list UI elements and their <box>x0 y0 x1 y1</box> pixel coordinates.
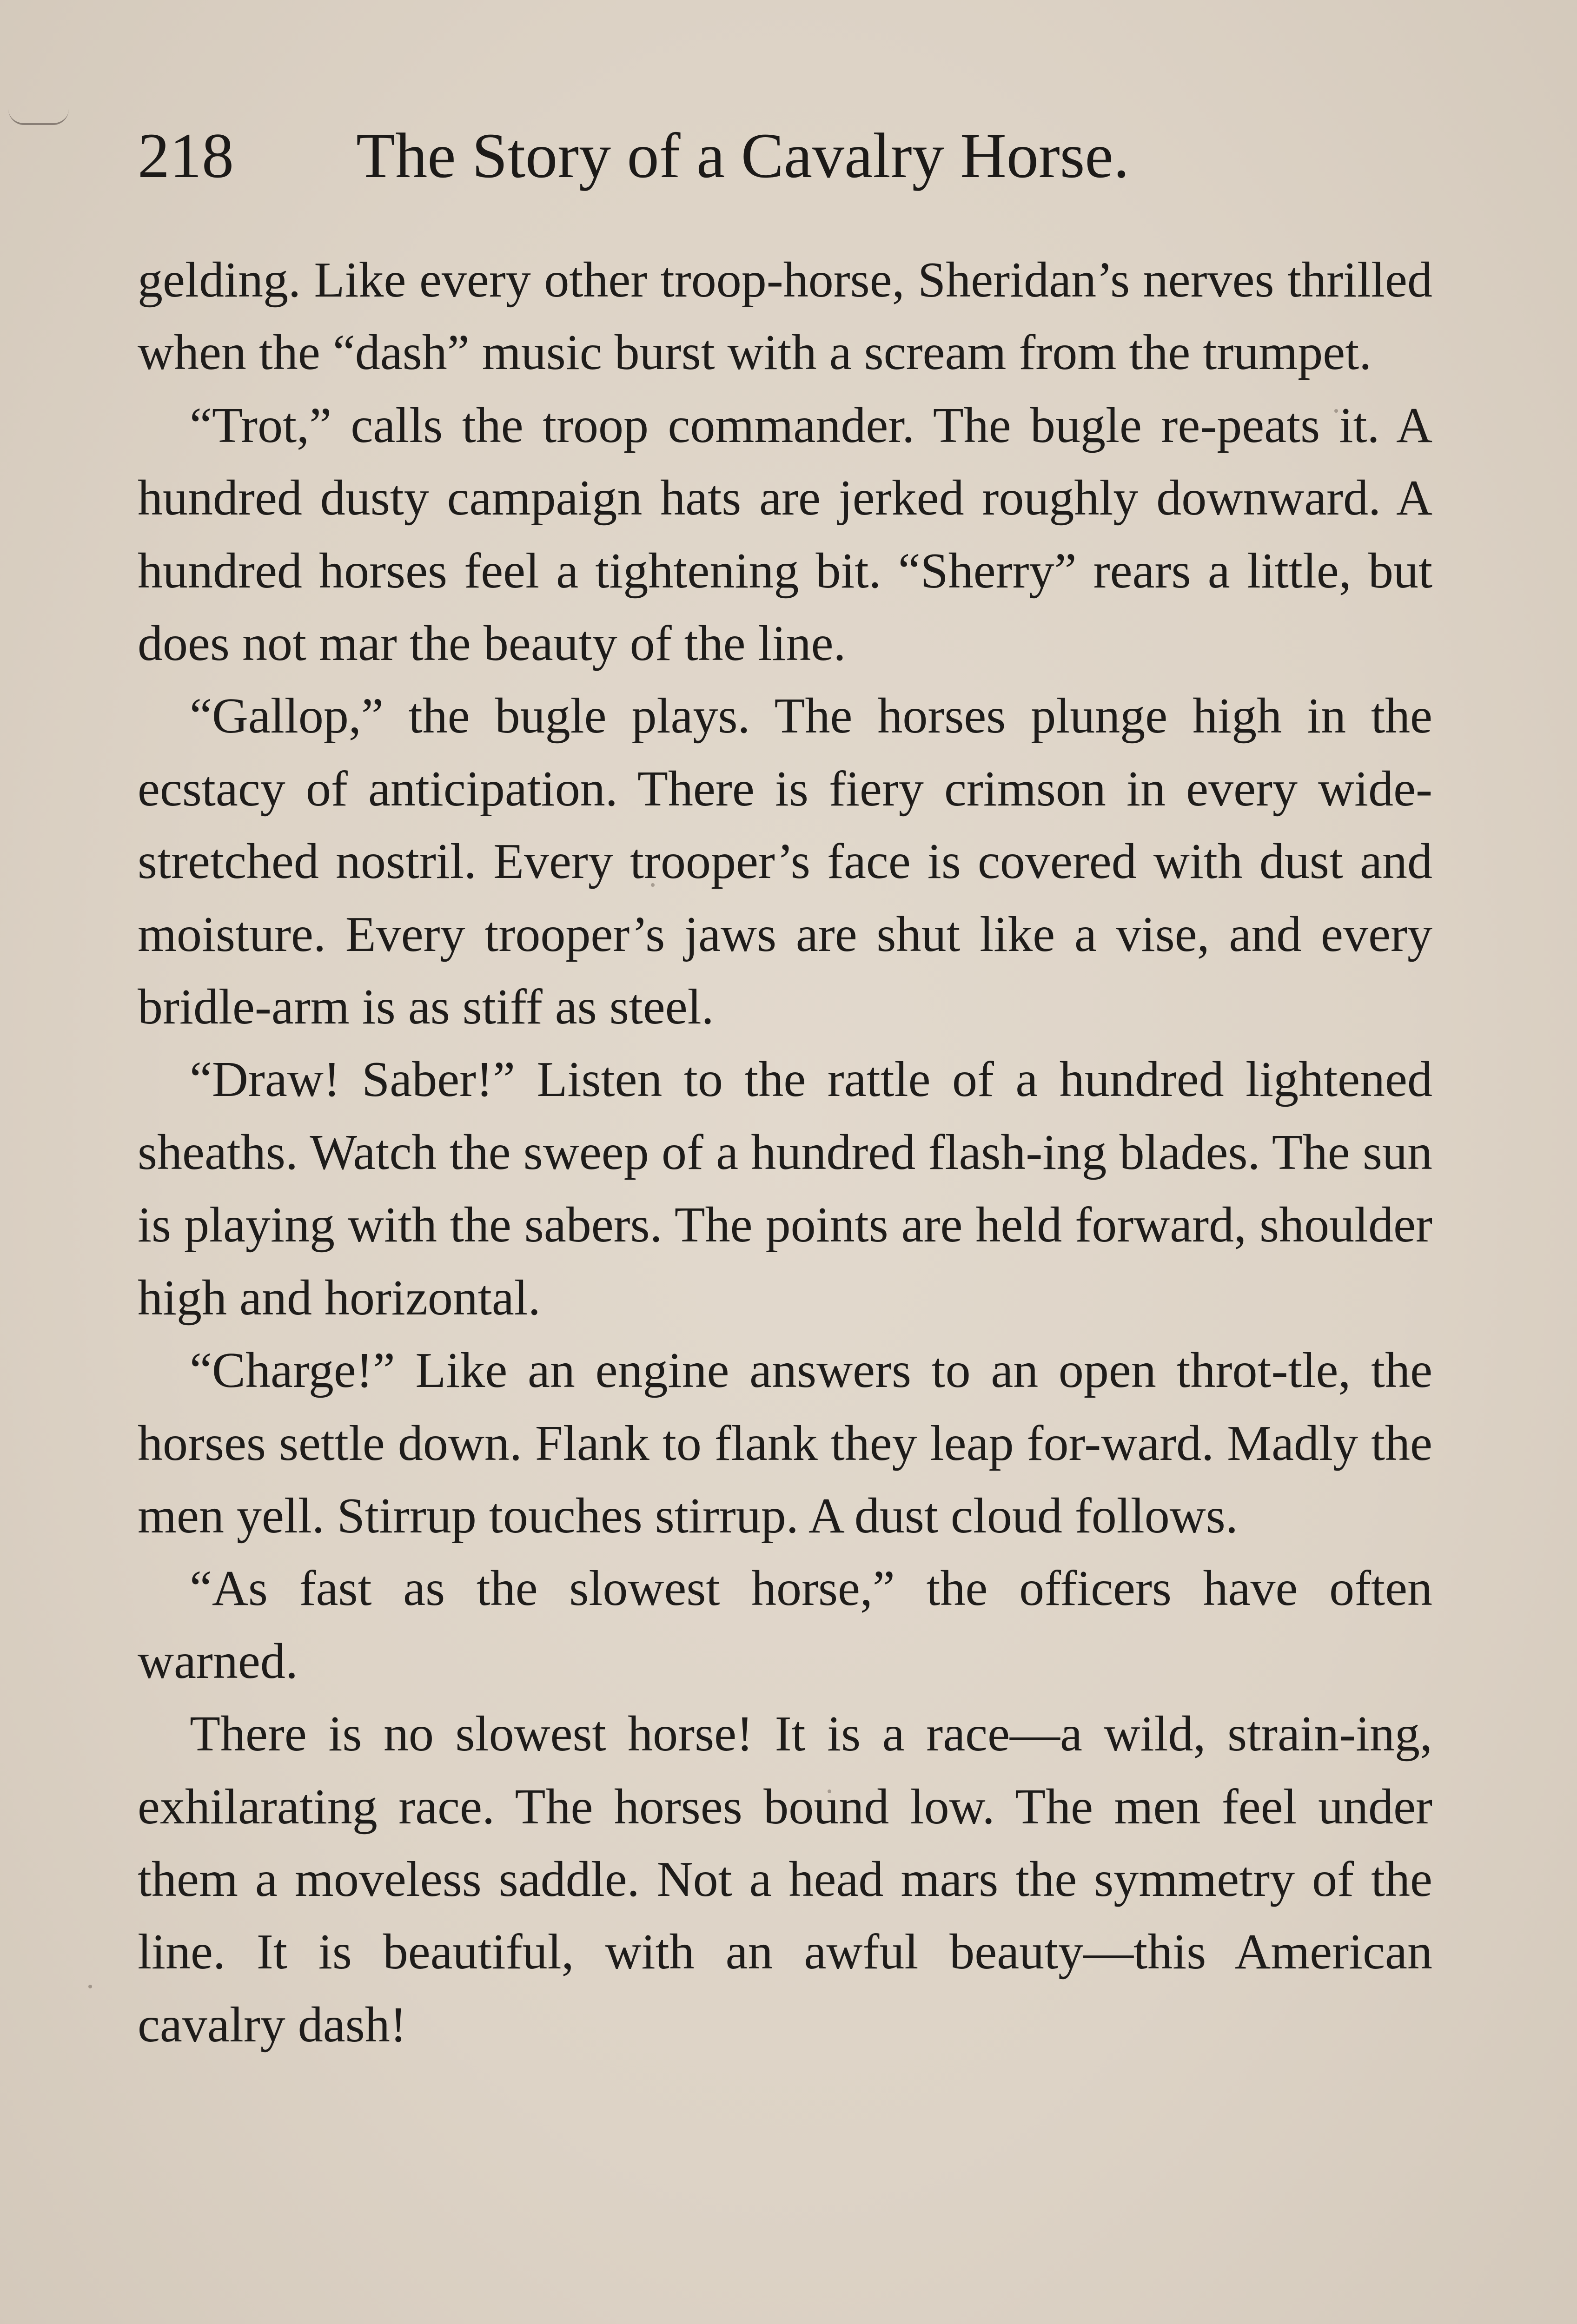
paper-speck <box>1334 409 1338 413</box>
paragraph: “Gallop,” the bugle plays. The horses plunge high in the ecstacy of anticipation. There is fiery crimson in every wide-stretched nostril. Every trooper’s face is covered with dust and moisture. Every trooper’s jaws are shut like a vise, and every bridle-arm is as stiff as steel. <box>138 688 1432 1035</box>
paper-speck <box>651 883 655 887</box>
paper-speck <box>88 1985 92 1988</box>
paragraph: “Trot,” calls the troop commander. The bugle re-peats it. A hundred dusty campaign hats are jerked roughly downward. A hundred horses feel a tightening bit. “Sherry” rears a little, but does not mar the beauty of the line. <box>138 397 1432 672</box>
margin-mark <box>8 109 69 125</box>
paragraph: There is no slowest horse! It is a race—a wild, strain-ing, exhilarating race. The horses bound low. The men feel under them a moveless saddle. Not a head mars the symmetry of the line. It is beautiful, with an awful beauty—this American cavalry dash! <box>138 1706 1432 2053</box>
paper-speck <box>828 1789 831 1793</box>
page-number: 218 <box>138 120 234 191</box>
paragraph: gelding. Like every other troop-horse, Sheridan’s nerves thrilled when the “dash” music burst with a scream from the trumpet. <box>138 252 1432 381</box>
paragraph: “Draw! Saber!” Listen to the rattle of a hundred lightened sheaths. Watch the sweep of a hundred flash-ing blades. The sun is playing with the sabers. The points are held forward, shoulder high and horizontal. <box>138 1052 1432 1326</box>
running-title: The Story of a Cavalry Horse. <box>356 120 1130 191</box>
paragraph: “As fast as the slowest horse,” the officers have often warned. <box>138 1561 1432 1689</box>
page-header <box>138 119 1439 193</box>
paragraph: “Charge!” Like an engine answers to an open throt-tle, the horses settle down. Flank to flank they leap for-ward. Madly the men yell. Stirrup touches stirrup. A dust cloud follows. <box>138 1343 1432 1544</box>
body-text <box>138 244 1432 2061</box>
